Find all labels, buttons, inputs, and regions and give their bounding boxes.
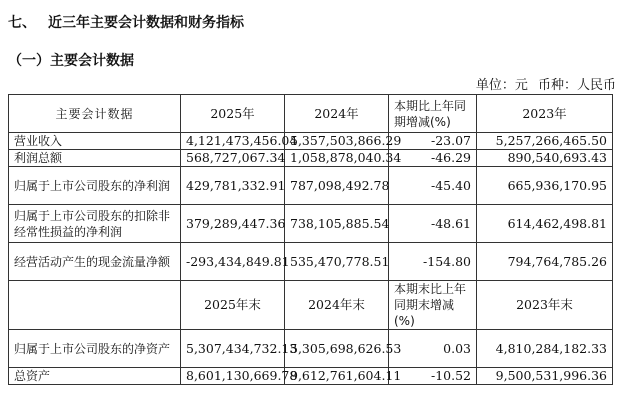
cell-change: -154.80	[389, 243, 477, 281]
table-row	[9, 368, 613, 385]
table-row	[9, 150, 613, 167]
table-row	[9, 205, 613, 243]
header2-col-2025: 2025年末	[181, 281, 285, 330]
header2-blank	[9, 281, 181, 330]
header2-col-2023: 2023年末	[477, 281, 613, 330]
unit-line	[470, 74, 616, 93]
row-label: 经营活动产生的现金流量净额	[9, 243, 181, 281]
cell-2024: 738,105,885.54	[285, 205, 389, 243]
cell-2023: 890,540,693.43	[477, 150, 613, 167]
table-row	[9, 133, 613, 150]
row-label: 总资产	[9, 368, 181, 385]
cell-2024: 9,612,761,604.11	[285, 368, 389, 385]
cell-2023: 614,462,498.81	[477, 205, 613, 243]
cell-2023: 4,810,284,182.33	[477, 330, 613, 368]
table-row	[9, 330, 613, 368]
table-row	[9, 243, 613, 281]
cell-change: -45.40	[389, 167, 477, 205]
cell-change: -46.29	[389, 150, 477, 167]
cell-2025: 8,601,130,669.78	[181, 368, 285, 385]
cell-2025: 568,727,067.34	[181, 150, 285, 167]
unit-label: 单位：元	[475, 78, 528, 93]
header2-change: 本期末比上年同期末增减(%)	[389, 281, 477, 330]
section-heading	[8, 12, 244, 32]
header-col-2023: 2023年	[477, 95, 613, 133]
cell-2024: 787,098,492.78	[285, 167, 389, 205]
cell-2024: 535,470,778.51	[285, 243, 389, 281]
cell-2024: 5,357,503,866.29	[285, 133, 389, 150]
table-header-row	[9, 95, 613, 133]
cell-change: -23.07	[389, 133, 477, 150]
header2-col-2024: 2024年末	[285, 281, 389, 330]
row-label: 归属于上市公司股东的净利润	[9, 167, 181, 205]
cell-change: -48.61	[389, 205, 477, 243]
row-label: 利润总额	[9, 150, 181, 167]
cell-2023: 9,500,531,996.36	[477, 368, 613, 385]
table-row	[9, 167, 613, 205]
table-header-row-2	[9, 281, 613, 330]
section-number: 七、	[8, 15, 36, 31]
row-label: 营业收入	[9, 133, 181, 150]
subsection-heading: （一）主要会计数据	[8, 53, 134, 69]
header-label: 主要会计数据	[9, 95, 181, 133]
cell-2025: -293,434,849.81	[181, 243, 285, 281]
row-label: 归属于上市公司股东的净资产	[9, 330, 181, 368]
cell-2023: 794,764,785.26	[477, 243, 613, 281]
cell-2025: 429,781,332.91	[181, 167, 285, 205]
cell-change: -10.52	[389, 368, 477, 385]
header-col-2024: 2024年	[285, 95, 389, 133]
cell-2025: 379,289,447.36	[181, 205, 285, 243]
header-col-2025: 2025年	[181, 95, 285, 133]
cell-2023: 665,936,170.95	[477, 167, 613, 205]
row-label: 归属于上市公司股东的扣除非经常性损益的净利润	[9, 205, 181, 243]
cell-2024: 1,058,878,040.34	[285, 150, 389, 167]
cell-2025: 5,307,434,732.13	[181, 330, 285, 368]
cell-2024: 5,305,698,626.53	[285, 330, 389, 368]
cell-2023: 5,257,266,465.50	[477, 133, 613, 150]
header-change: 本期比上年同期增减(%)	[389, 95, 477, 133]
accounting-data-table	[8, 94, 613, 385]
cell-change: 0.03	[389, 330, 477, 368]
cell-2025: 4,121,473,456.04	[181, 133, 285, 150]
section-title: 近三年主要会计数据和财务指标	[48, 15, 244, 31]
currency-label: 币种：人民币	[537, 78, 616, 93]
